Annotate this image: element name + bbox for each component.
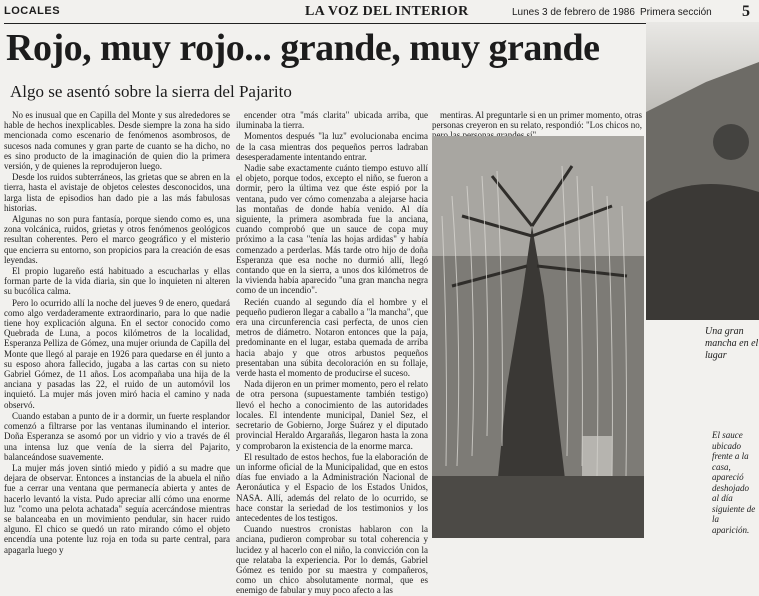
article-column-1 [4, 110, 230, 555]
willow-tree-photo [432, 136, 644, 538]
paragraph: El propio lugareño está habituado a escucharlas y ellas forman parte de la vida diaria, sin que lo inquieten ni alteren su bucólica calma. [4, 266, 230, 297]
paragraph: encender otra "más clarita" ubicada arriba, que iluminaba la tierra. [236, 110, 428, 131]
section-label: LOCALES [4, 5, 61, 17]
page-header [0, 0, 759, 24]
paragraph: Pero lo ocurrido allí la noche del jueves 9 de enero, quedará como algo verdaderamente extraordinario, para lo que nadie tiene hoy explicación alguna. En el sector conocido como Quebrada de Luna, a pocos kilómetros de la localidad, Esperanza Pelliza de Gómez, una mujer oriunda de Capilla del Monte que llegó al paraje en 1926 para quedarse en él junto a su esposo ahora fallecido, jugaba a las cartas con su nieto Gabriel Gómez, de 11 años. Los acompañaba una hija de la anciana y pasadas las 22, el ruido de un automóvil los inquietó. La mujer más joven miró hacia el camino y nada observó. [4, 297, 230, 410]
newspaper-name: LA VOZ DEL INTERIOR [305, 4, 469, 19]
willow-tree-illustration [432, 136, 644, 538]
issue-date: Lunes 3 de febrero de 1986 [512, 7, 635, 18]
tree-photo-caption: El sauce ubicado frente a la casa, apareció deshojado al día siguiente de la aparición. [712, 430, 756, 535]
article-column-3 [432, 110, 642, 134]
paragraph: Nada dijeron en un primer momento, pero el relato de otra persona (supuestamente también testigo) llevó el hecho a conocimiento de las autoridades locales. El intendente municipal, Daniel Sez, el secretario de Gobierno, Jorge Suárez y el diputado provincial Heraldo Argarañás, llegaron hasta la zona y comprobaron la existencia de la enorme marca. [236, 379, 428, 451]
paragraph: La mujer más joven sintió miedo y pidió a su madre que dejara de observar. Entonces a instancias de la abuela el niño fue a cerrar una ventana que permanecía abierta y antes de hacerlo levantó la vista. Pudo apreciar allí cómo una enorme luz "como una pelota achatada" seguía acercándose mientras se balanceaba en un movimiento pendular, sin hacer ruido alguno. El chico se quedó un rato mirando cómo el objeto encendía una potente luz roja en toda su parte central, para apagarla luego y [4, 462, 230, 555]
paragraph: Cuando estaban a punto de ir a dormir, un fuerte resplandor comenzó a filtrarse por las ventanas iluminando el interior. Doña Esperanza se asomó por un vidrio y vio a través de él una intensa luz que venía de la sierra del Pajarito, balanceándose suavemente. [4, 410, 230, 462]
paragraph: Cuando nuestros cronistas hablaron con la anciana, pudieron comprobar su total coherencia y lucidez y al hacerlo con el niño, la convicción con la que relataba la experiencia. Por lo demás, Gabriel Gómez es tenido por su maestra y compañeros, como un chico absolutamente normal, que es enemigo de fabular y muy poco afecto a las [236, 524, 428, 596]
paragraph: mentiras. Al preguntarle si en un primer momento, otras personas creyeron en su relato, respondió: "Los chicos no, [432, 110, 642, 131]
paragraph: Nadie sabe exactamente cuánto tiempo estuvo allí el objeto, porque todos, excepto el niño, se fueron a dormir, pero la última vez que éste espió por la ventana, pudo ver cómo comenzaba a alejarse hacia las montañas de donde había venido. Al día siguiente, la primera asombrada fue la anciana, cuando comprobó que un sauce de copa muy próximo a la casa "tenía las hojas ardidas" y había comenzado a perderlas. Más tarde otro hijo de doña Esperanza que esa noche no durmió allí, llegó contando que en la sierra, a unos dos kilómetros de la vivienda había aparecido "una gran mancha negra como de un incendio". [236, 163, 428, 296]
paragraph: Momentos después "la luz" evolucionaba encima de la casa mientras dos pequeños perros ladraban desesperadamente intentando entrar. [236, 131, 428, 162]
article-column-2 [236, 110, 429, 596]
paragraph: No es inusual que en Capilla del Monte y sus alrededores se hable de hechos inexplicables. Desde siempre la zona ha sido mencionada como escenario de fenómenos asombrosos, de sucesos nada comunes y gran parte de cuanto se ha dicho, no es sino producto de la imaginación de quien dio la primera versión, y de quienes la reprodujeron luego. [4, 110, 230, 172]
side-photo-caption-top: Una gran mancha en el lugar [705, 326, 759, 361]
paragraph: Algunas no son pura fantasía, porque siendo como es, una zona volcánica, ruidos, grietas y otros fenómenos geológicos resultan coherentes. Pero el marco geográfico y el misterio que encierra su entorno, son propicios para la creación de esas leyendas. [4, 214, 230, 265]
page-section: Primera sección [640, 7, 712, 18]
burn-mark-photo [646, 22, 759, 320]
paragraph: Desde los ruidos subterráneos, las grietas que se abren en la tierra, hasta el avistaje de objetos celestes desconocidos, una larga lista de episodios han dado pie a las más fabulosas historias. [4, 172, 230, 213]
header-rule [4, 23, 751, 24]
hillside-illustration [646, 22, 759, 320]
page-number: 5 [742, 3, 750, 20]
article-headline: Rojo, muy rojo... grande, muy grande [6, 27, 600, 69]
article-subheadline: Algo se asentó sobre la sierra del Pajarito [10, 82, 292, 101]
paragraph: El resultado de estos hechos, fue la elaboración de un informe oficial de la Municipalidad, que en estos días fue enviado a la Administración Nacional de Aeronáutica y el Espacio de los Estados Unidos, NASA. Allí, además del relato de lo ocurrido, se hace constar la seriedad de los testimonios y los antecedentes de los testigos. [236, 451, 428, 523]
paragraph: Recién cuando al segundo día el hombre y el pequeño pudieron llegar a caballo a "la mancha", que era una circunferencia casi perfecta, de unos cien metros de diámetro. Notaron entonces que la paja, predominante en el lugar, estaba quemada de arriba hacia abajo y que otros arbustos pequeños presentaban una súbita decoloración en su follaje, verde hasta el momento de producirse el suceso. [236, 296, 429, 379]
